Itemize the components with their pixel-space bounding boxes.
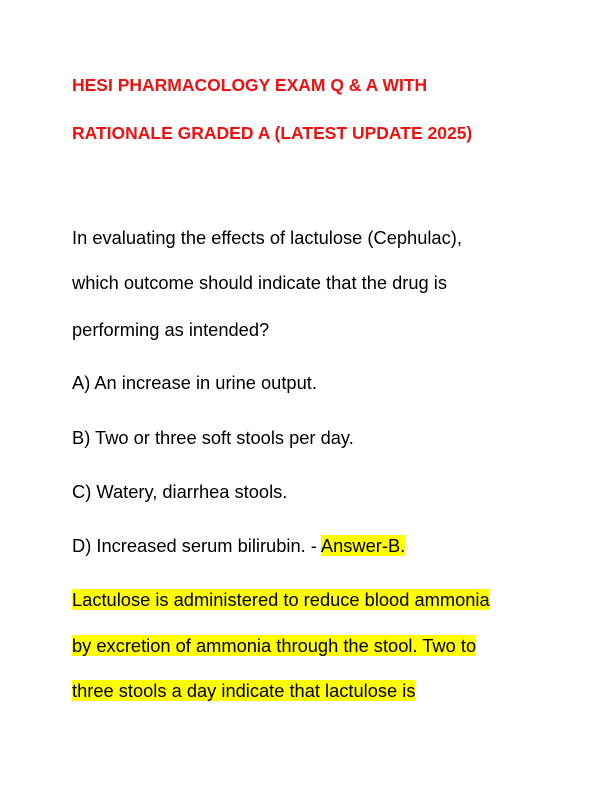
option-d <box>72 534 405 558</box>
document-title-line-1: HESI PHARMACOLOGY EXAM Q & A WITH <box>72 75 428 95</box>
rationale-text: by excretion of ammonia through the stool. Two to <box>72 635 477 656</box>
answer-highlight: Answer-B. <box>320 535 406 556</box>
option-c: C) Watery, diarrhea stools. <box>72 481 288 502</box>
question-line-3: performing as intended? <box>72 319 270 340</box>
rationale-text: three stools a day indicate that lactulose is <box>72 680 416 701</box>
rationale-line-3 <box>72 679 415 703</box>
question-line-2: which outcome should indicate that the drug is <box>72 272 447 293</box>
option-b: B) Two or three soft stools per day. <box>72 427 354 448</box>
option-d-text: D) Increased serum bilirubin. - <box>72 535 321 556</box>
question-line-1: In evaluating the effects of lactulose (Cephulac), <box>72 227 462 248</box>
rationale-line-1 <box>72 588 490 612</box>
rationale-line-2 <box>72 634 476 658</box>
document-title-line-2: RATIONALE GRADED A (LATEST UPDATE 2025) <box>72 123 473 143</box>
option-a: A) An increase in urine output. <box>72 372 317 393</box>
rationale-text: Lactulose is administered to reduce blood ammonia <box>72 589 490 610</box>
